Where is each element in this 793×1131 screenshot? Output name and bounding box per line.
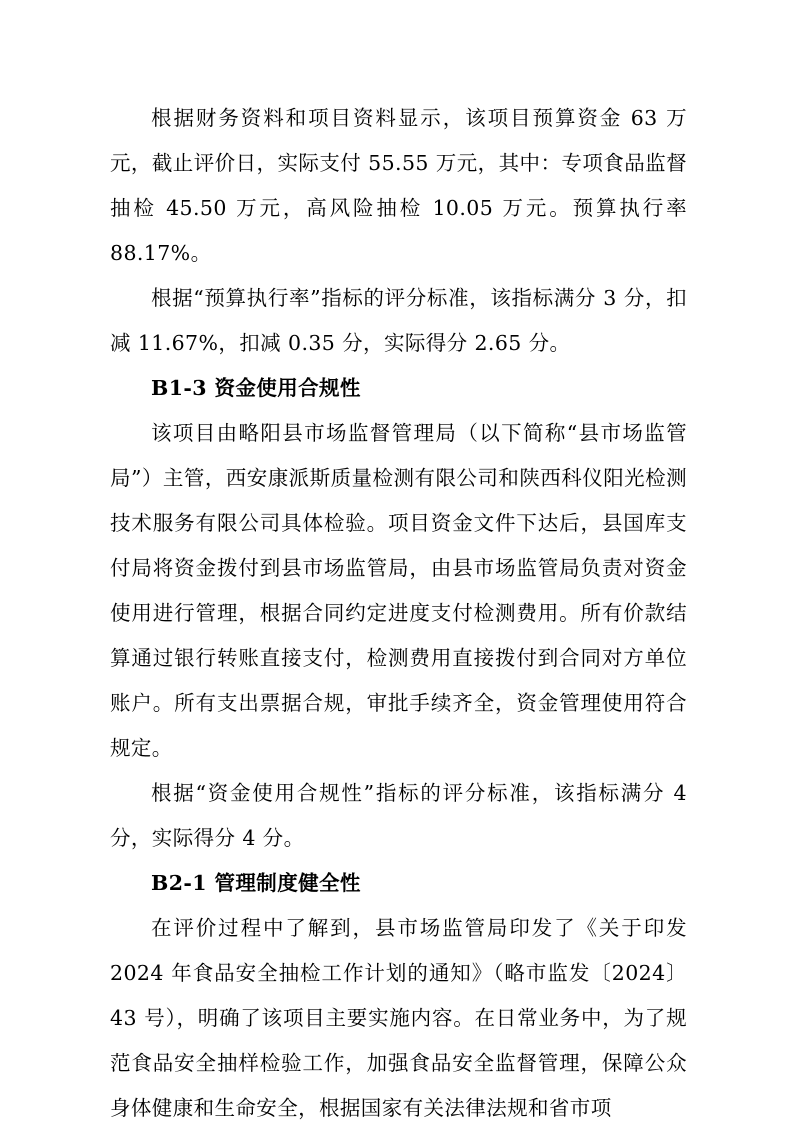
paragraph-fund-compliance-score: 根据“资金使用合规性”指标的评分标准，该指标满分 4 分，实际得分 4 分。 — [110, 781, 687, 850]
paragraph-fund-compliance: 该项目由略阳县市场监督管理局（以下简称“县市场监管局”）主管，西安康派斯质量检测有限公司和陕西科仪阳光检测技术服务有限公司具体检验。项目资金文件下达后，县国库支付局将资金拨付到县市场监管局，由县市场监管局负责对资金使用进行管理，根据合同约定进度支付检测费用。所有价款结算通过银行转账直接支付，检测费用直接拨付到合同对方单位账户。所有支出票据合规，审批手续齐全，资金管理使用符合规定。 — [110, 421, 687, 760]
heading-b2-1: B2-1 管理制度健全性 — [151, 871, 361, 895]
heading-b1-3: B1-3 资金使用合规性 — [151, 376, 361, 400]
document-body — [110, 96, 687, 1131]
paragraph-management-system: 在评价过程中了解到，县市场监管局印发了《关于印发 2024 年食品安全抽检工作计划的通知》（略市监发〔2024〕43 号），明确了该项目主要实施内容。在日常业务中，为了规范食品安全抽样检验工作，加强食品安全监督管理，保障公众身体健康和生命安全，根据国家有关法律法规和省市项 — [110, 916, 687, 1120]
paragraph-budget-execution: 根据财务资料和项目资料显示，该项目预算资金 63 万元，截止评价日，实际支付 55.55 万元，其中：专项食品监督抽检 45.50 万元，高风险抽检 10.05 万元。预算执行率 88.17%。 — [110, 106, 687, 265]
paragraph-budget-execution-score: 根据“预算执行率”指标的评分标准，该指标满分 3 分，扣减 11.67%，扣减 0.35 分，实际得分 2.65 分。 — [110, 286, 687, 355]
